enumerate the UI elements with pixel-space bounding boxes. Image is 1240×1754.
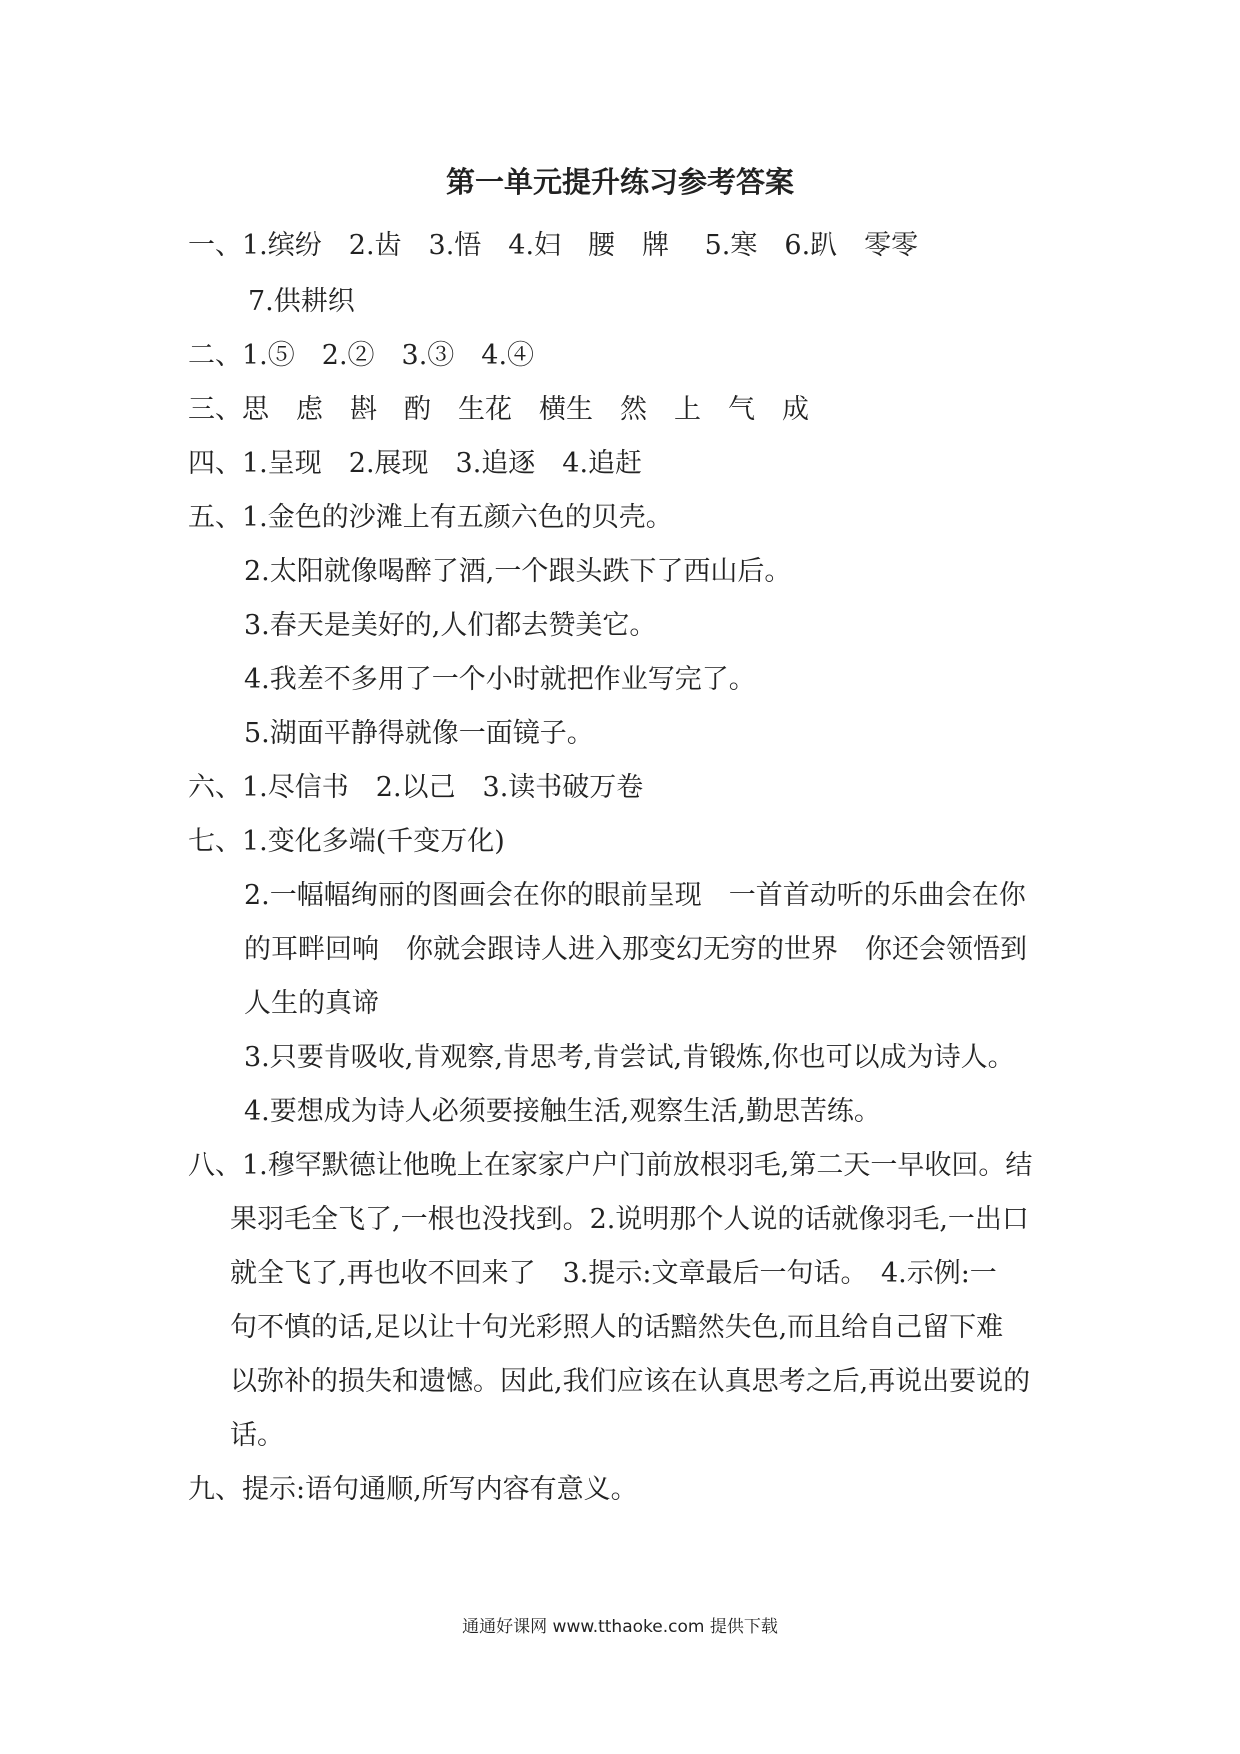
answer-line-5: 五、1.金色的沙滩上有五颜六色的贝壳。: [188, 502, 673, 533]
answer-line-8-f: 话。: [230, 1420, 284, 1451]
answer-line-8: 八、1.穆罕默德让他晚上在家家户户门前放根羽毛,第二天一早收回。结: [188, 1150, 1033, 1181]
answer-line-7-4: 4.要想成为诗人必须要接触生活,观察生活,勤思苦练。: [244, 1096, 881, 1127]
page-title: 第一单元提升练习参考答案: [445, 165, 794, 199]
footer-source: 通通好课网 www.tthaoke.com 提供下载: [462, 1617, 778, 1637]
answer-line-2: 二、1.⑤ 2.② 3.③ 4.④: [188, 340, 535, 371]
answer-line-3: 三、思 虑 斟 酌 生花 横生 然 上 气 成: [188, 394, 809, 425]
answer-line-4: 四、1.呈现 2.展现 3.追逐 4.追赶: [188, 448, 643, 479]
answer-line-7-3: 3.只要肯吸收,肯观察,肯思考,肯尝试,肯锻炼,你也可以成为诗人。: [244, 1042, 1015, 1073]
answer-line-5-5: 5.湖面平静得就像一面镜子。: [244, 718, 594, 749]
answer-line-6: 六、1.尽信书 2.以己 3.读书破万卷: [188, 772, 644, 803]
answer-line-1: 一、1.缤纷 2.齿 3.悟 4.妇 腰 牌 5.寒 6.趴 零零: [188, 230, 919, 261]
answer-line-7-2b: 的耳畔回响 你就会跟诗人进入那变幻无穷的世界 你还会领悟到: [244, 934, 1027, 965]
answer-line-7-2: 2.一幅幅绚丽的图画会在你的眼前呈现 一首首动听的乐曲会在你: [244, 880, 1026, 911]
answer-line-5-2: 2.太阳就像喝醉了酒,一个跟头跌下了西山后。: [244, 556, 792, 587]
answer-line-8-d: 句不慎的话,足以让十句光彩照人的话黯然失色,而且给自己留下难: [230, 1312, 1004, 1343]
answer-line-7-2c: 人生的真谛: [244, 988, 379, 1019]
answer-line-8-e: 以弥补的损失和遗憾。因此,我们应该在认真思考之后,再说出要说的: [230, 1366, 1031, 1397]
answer-line-1-cont: 7.供耕织: [248, 286, 355, 317]
answer-line-7: 七、1.变化多端(千变万化): [188, 826, 505, 857]
answer-line-9: 九、提示:语句通顺,所写内容有意义。: [188, 1474, 638, 1505]
answer-line-5-3: 3.春天是美好的,人们都去赞美它。: [244, 610, 657, 641]
answer-line-5-4: 4.我差不多用了一个小时就把作业写完了。: [244, 664, 756, 695]
answer-line-8-b: 果羽毛全飞了,一根也没找到。2.说明那个人说的话就像羽毛,一出口: [230, 1204, 1029, 1235]
answer-line-8-c: 就全飞了,再也收不回来了 3.提示:文章最后一句话。 4.示例:一: [230, 1258, 997, 1289]
